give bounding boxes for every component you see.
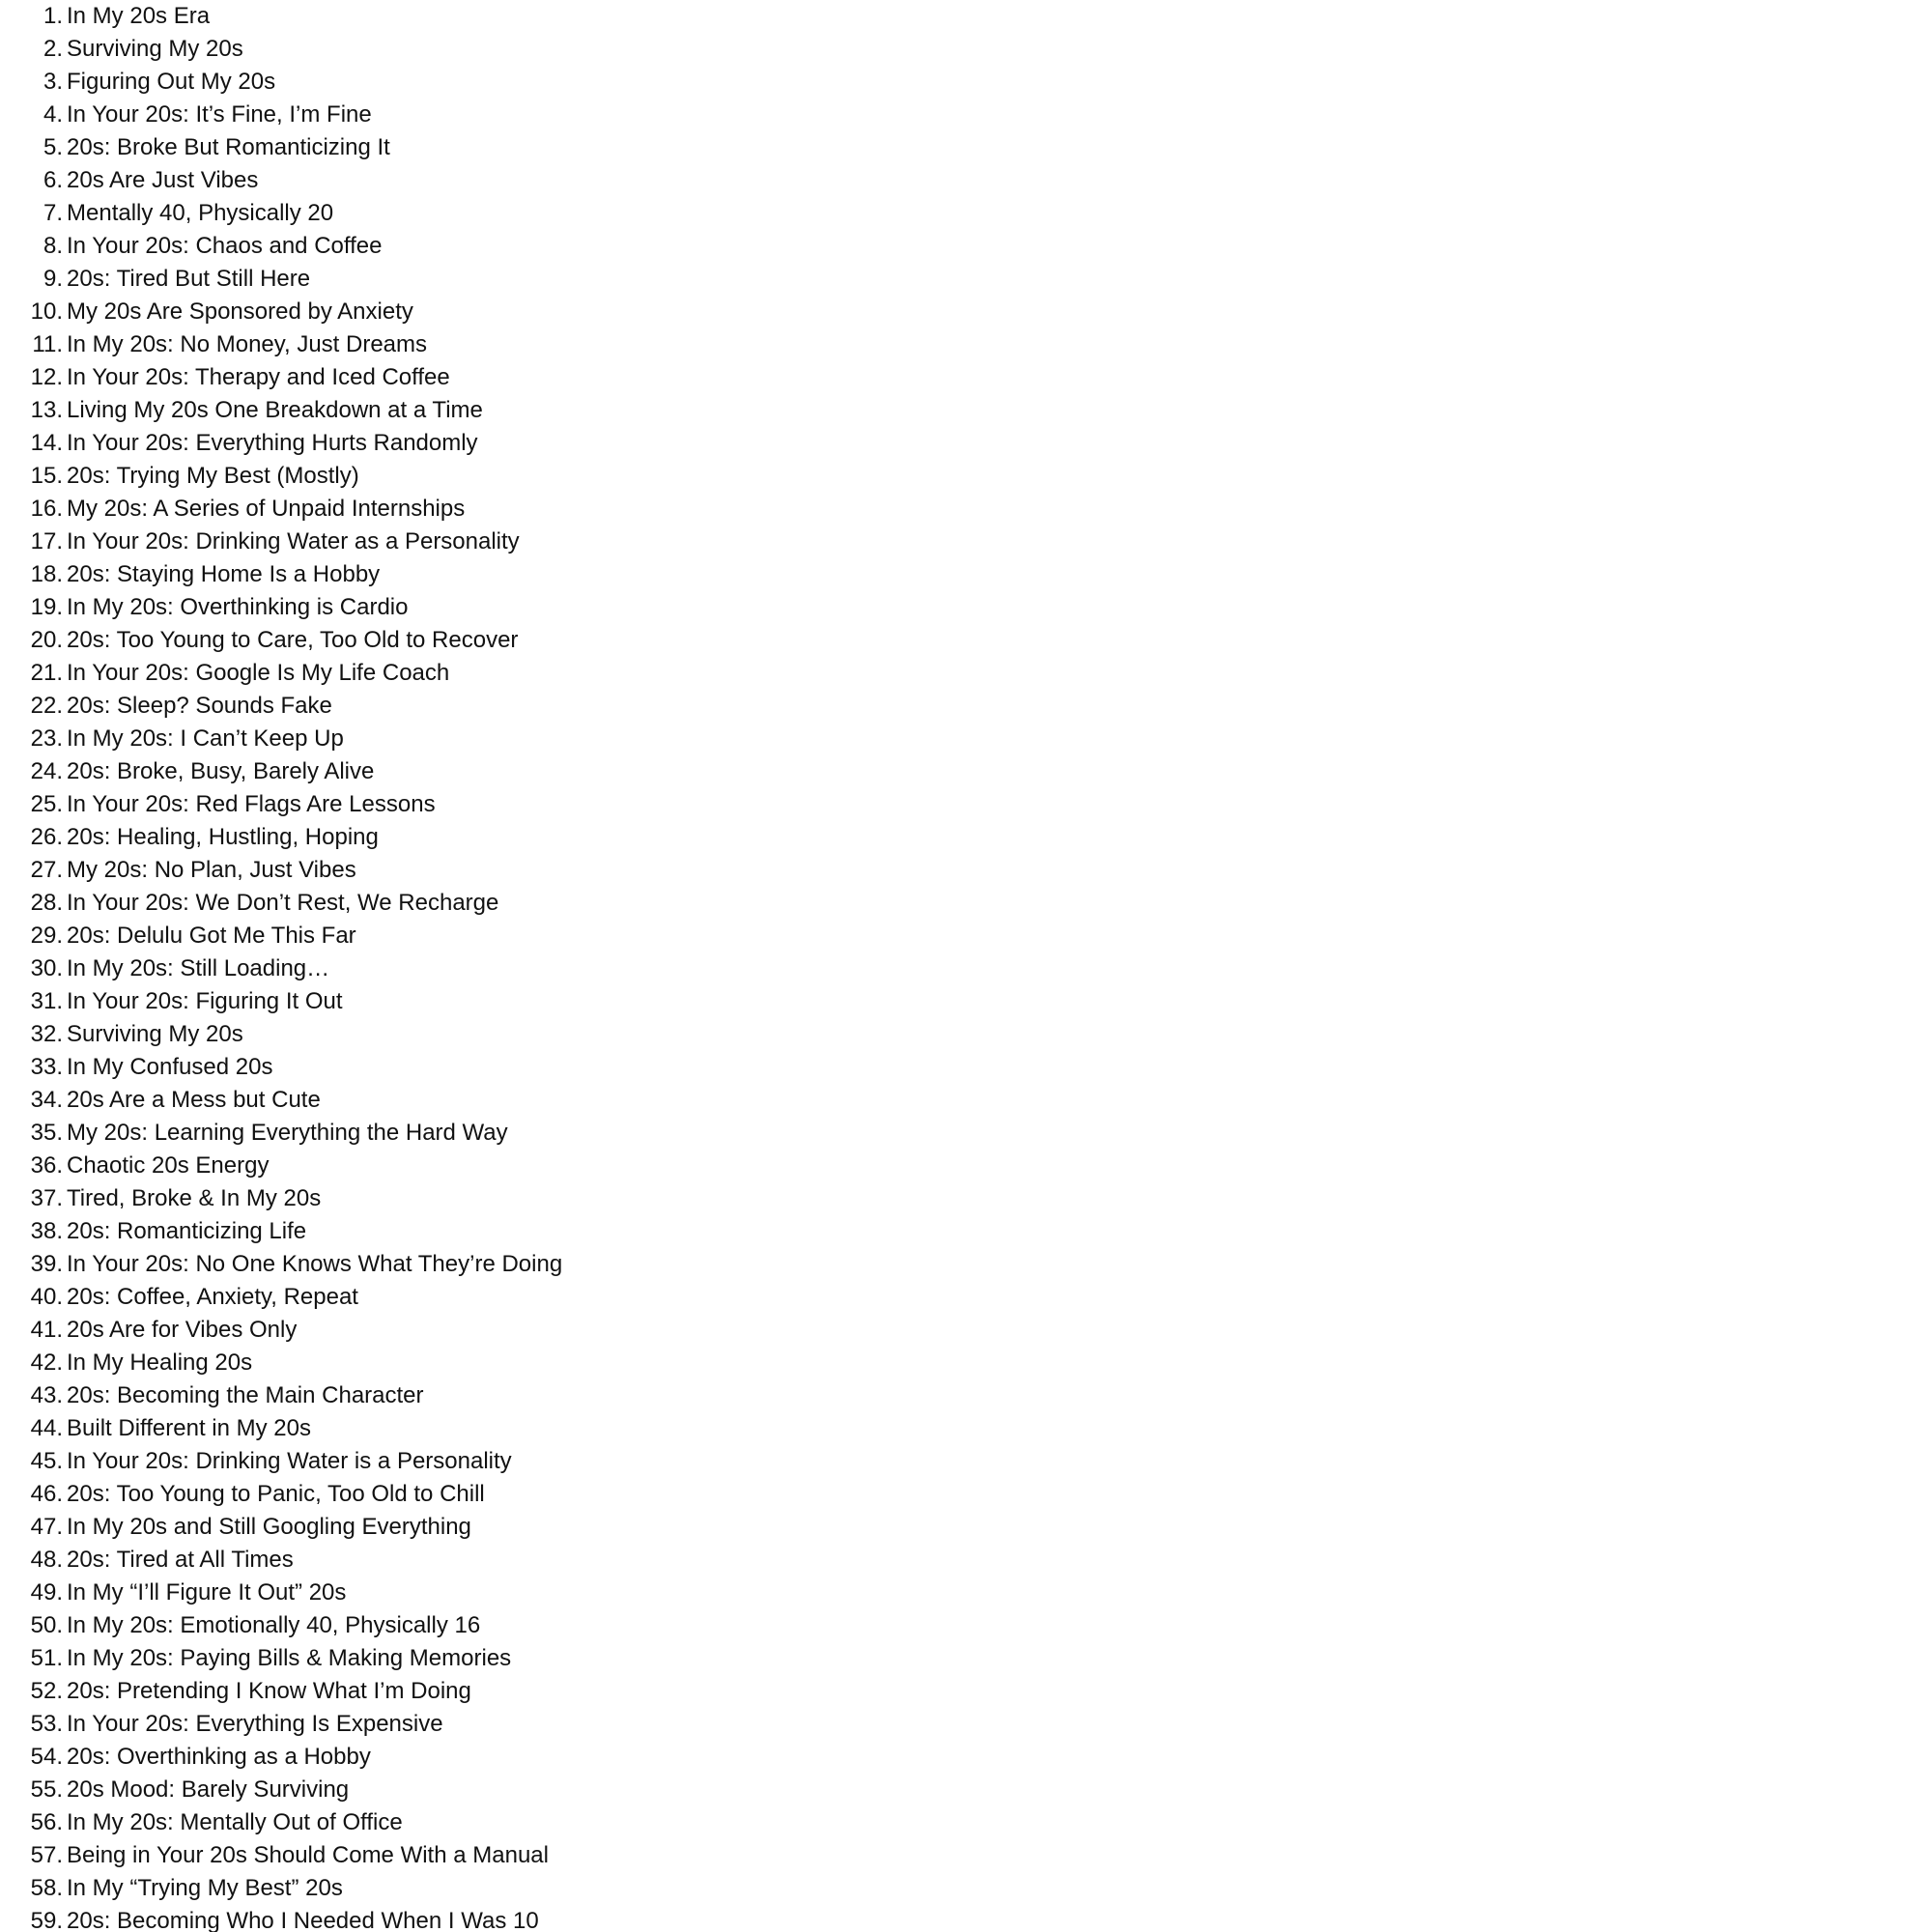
item-number: 53. [30,1711,63,1737]
list-item [0,230,1352,263]
item-number: 39. [30,1251,63,1277]
item-number: 56. [30,1809,63,1835]
list-item [0,1445,1352,1478]
item-text: In Your 20s: No One Knows What They’re Doing [67,1251,563,1277]
item-text: 20s: Coffee, Anxiety, Repeat [67,1284,358,1310]
list-item [0,1675,1352,1708]
item-text: 20s: Too Young to Panic, Too Old to Chill [67,1481,485,1507]
item-text: 20s: Becoming the Main Character [67,1382,424,1408]
item-number: 46. [30,1481,63,1507]
item-text: Built Different in My 20s [67,1415,311,1441]
item-number: 57. [30,1842,63,1868]
item-text: 20s: Too Young to Care, Too Old to Recover [67,627,519,653]
item-number: 7. [43,200,63,226]
item-text: In My 20s Era [67,3,211,29]
list-item [0,394,1352,427]
list-item [0,1248,1352,1281]
list-item [0,1577,1352,1609]
item-text: In My 20s: I Can’t Keep Up [67,725,344,752]
item-number: 25. [30,791,63,817]
item-text: In My “Trying My Best” 20s [67,1875,343,1901]
list-item [0,526,1352,558]
item-text: In Your 20s: Drinking Water is a Personality [67,1448,512,1474]
item-number: 47. [30,1514,63,1540]
list-item [0,1642,1352,1675]
list-item [0,1708,1352,1741]
item-text: In My 20s: Still Loading… [67,955,330,981]
list-item [0,33,1352,66]
item-number: 12. [30,364,63,390]
item-text: 20s: Tired But Still Here [67,266,311,292]
item-number: 30. [30,955,63,981]
list-item [0,788,1352,821]
item-text: Surviving My 20s [67,36,243,62]
item-text: Being in Your 20s Should Come With a Manual [67,1842,549,1868]
item-number: 20. [30,627,63,653]
list-item [0,1182,1352,1215]
list-item [0,723,1352,755]
item-text: In My 20s: No Money, Just Dreams [67,331,428,357]
list-item [0,821,1352,854]
item-text: 20s: Romanticizing Life [67,1218,307,1244]
item-number: 24. [30,758,63,784]
item-number: 45. [30,1448,63,1474]
item-number: 21. [30,660,63,686]
item-text: My 20s Are Sponsored by Anxiety [67,298,413,325]
item-text: 20s: Sleep? Sounds Fake [67,693,332,719]
list-item [0,131,1352,164]
list-item [0,1018,1352,1051]
item-text: 20s: Becoming Who I Needed When I Was 10 [67,1908,539,1932]
list-item [0,361,1352,394]
item-number: 36. [30,1152,63,1179]
list-item [0,1347,1352,1379]
item-number: 54. [30,1744,63,1770]
item-text: 20s: Healing, Hustling, Hoping [67,824,379,850]
list-item [0,164,1352,197]
list-item [0,1839,1352,1872]
list-item [0,1478,1352,1511]
list-item [0,624,1352,657]
item-text: In My Confused 20s [67,1054,273,1080]
item-number: 28. [30,890,63,916]
list-item [0,887,1352,920]
item-text: 20s Are a Mess but Cute [67,1087,321,1113]
item-text: 20s: Pretending I Know What I’m Doing [67,1678,471,1704]
list-item [0,1084,1352,1117]
item-text: In My 20s: Paying Bills & Making Memories [67,1645,512,1671]
list-item [0,0,1352,33]
item-text: 20s: Delulu Got Me This Far [67,923,356,949]
item-number: 3. [43,69,63,95]
item-text: In Your 20s: Drinking Water as a Personality [67,528,520,554]
item-number: 2. [43,36,63,62]
item-text: In My 20s and Still Googling Everything [67,1514,471,1540]
item-text: 20s Mood: Barely Surviving [67,1776,350,1803]
list-item [0,1774,1352,1806]
list-item [0,1806,1352,1839]
list-item [0,427,1352,460]
item-text: My 20s: No Plan, Just Vibes [67,857,356,883]
list-item [0,854,1352,887]
item-number: 40. [30,1284,63,1310]
list-item [0,99,1352,131]
item-text: 20s Are for Vibes Only [67,1317,298,1343]
list-item [0,296,1352,328]
list-item [0,985,1352,1018]
item-number: 8. [43,233,63,259]
list-item [0,1117,1352,1150]
item-text: In Your 20s: Chaos and Coffee [67,233,383,259]
list-item [0,1511,1352,1544]
item-text: In Your 20s: Red Flags Are Lessons [67,791,436,817]
list-item [0,66,1352,99]
item-text: In My 20s: Emotionally 40, Physically 16 [67,1612,481,1638]
list-item [0,1051,1352,1084]
item-text: Surviving My 20s [67,1021,243,1047]
item-number: 10. [30,298,63,325]
item-number: 18. [30,561,63,587]
list-item [0,1412,1352,1445]
item-number: 51. [30,1645,63,1671]
item-text: In Your 20s: Everything Is Expensive [67,1711,443,1737]
item-number: 26. [30,824,63,850]
item-text: 20s: Trying My Best (Mostly) [67,463,359,489]
item-number: 50. [30,1612,63,1638]
item-number: 5. [43,134,63,160]
item-text: Tired, Broke & In My 20s [67,1185,322,1211]
list-item [0,1905,1352,1932]
item-text: 20s: Tired at All Times [67,1547,294,1573]
item-number: 38. [30,1218,63,1244]
list-item [0,1281,1352,1314]
item-text: 20s: Overthinking as a Hobby [67,1744,371,1770]
item-text: In My 20s: Overthinking is Cardio [67,594,409,620]
item-number: 14. [30,430,63,456]
item-text: Figuring Out My 20s [67,69,276,95]
list-item [0,1544,1352,1577]
item-text: 20s: Broke, Busy, Barely Alive [67,758,375,784]
list-item [0,197,1352,230]
list-item [0,263,1352,296]
item-text: Mentally 40, Physically 20 [67,200,334,226]
item-number: 15. [30,463,63,489]
item-number: 4. [43,101,63,128]
item-number: 52. [30,1678,63,1704]
item-number: 49. [30,1579,63,1605]
item-number: 58. [30,1875,63,1901]
item-text: Living My 20s One Breakdown at a Time [67,397,483,423]
list-item [0,755,1352,788]
item-number: 27. [30,857,63,883]
item-text: In Your 20s: Everything Hurts Randomly [67,430,478,456]
list-item [0,493,1352,526]
item-text: In Your 20s: It’s Fine, I’m Fine [67,101,372,128]
item-text: 20s Are Just Vibes [67,167,259,193]
item-number: 32. [30,1021,63,1047]
list-item [0,1379,1352,1412]
list-item [0,657,1352,690]
list-item [0,1314,1352,1347]
item-number: 41. [30,1317,63,1343]
item-number: 35. [30,1120,63,1146]
item-text: In Your 20s: We Don’t Rest, We Recharge [67,890,499,916]
list-item [0,328,1352,361]
item-number: 16. [30,496,63,522]
item-number: 23. [30,725,63,752]
item-text: In My 20s: Mentally Out of Office [67,1809,403,1835]
item-text: In Your 20s: Google Is My Life Coach [67,660,450,686]
item-number: 13. [30,397,63,423]
list-item [0,690,1352,723]
list-item [0,591,1352,624]
item-text: In Your 20s: Figuring It Out [67,988,343,1014]
item-number: 31. [30,988,63,1014]
item-number: 22. [30,693,63,719]
item-number: 9. [43,266,63,292]
list-item [0,460,1352,493]
item-text: My 20s: Learning Everything the Hard Way [67,1120,508,1146]
item-number: 48. [30,1547,63,1573]
item-number: 33. [30,1054,63,1080]
item-number: 1. [43,3,63,29]
item-text: My 20s: A Series of Unpaid Internships [67,496,466,522]
item-number: 6. [43,167,63,193]
item-number: 59. [30,1908,63,1932]
list-item [0,920,1352,952]
list-item [0,1872,1352,1905]
item-text: In Your 20s: Therapy and Iced Coffee [67,364,450,390]
item-number: 29. [30,923,63,949]
item-text: In My “I’ll Figure It Out” 20s [67,1579,347,1605]
list-item [0,952,1352,985]
list-item [0,1215,1352,1248]
item-number: 17. [30,528,63,554]
list-item [0,1741,1352,1774]
item-text: 20s: Broke But Romanticizing It [67,134,390,160]
list-item [0,1609,1352,1642]
item-number: 42. [30,1350,63,1376]
item-text: In My Healing 20s [67,1350,253,1376]
list-item [0,558,1352,591]
item-number: 37. [30,1185,63,1211]
item-text: Chaotic 20s Energy [67,1152,270,1179]
item-number: 19. [30,594,63,620]
item-number: 34. [30,1087,63,1113]
item-number: 55. [30,1776,63,1803]
list-item [0,1150,1352,1182]
item-number: 44. [30,1415,63,1441]
item-number: 43. [30,1382,63,1408]
item-text: 20s: Staying Home Is a Hobby [67,561,381,587]
item-number: 11. [32,331,63,357]
